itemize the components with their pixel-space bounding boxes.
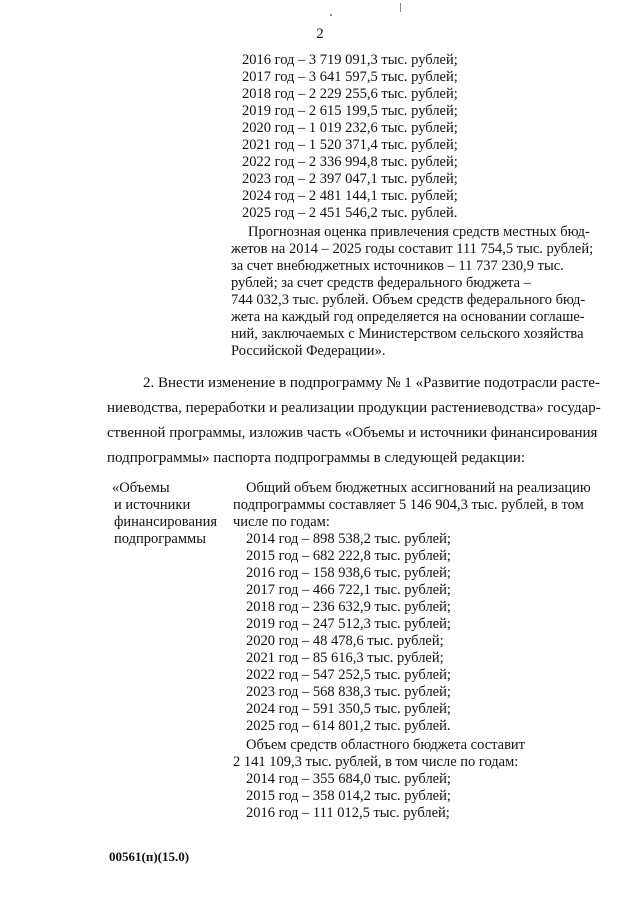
- paragraph-line: ниеводства, переработки и реализации продукции растениеводства» государ-: [107, 400, 601, 416]
- list-item: 2016 год – 111 012,5 тыс. рублей;: [246, 805, 450, 821]
- paragraph-line: за счет внебюджетных источников – 11 737 230,9 тыс.: [231, 258, 564, 274]
- scan-mark: [330, 14, 332, 16]
- paragraph-line: ний, заключаемых с Министерством сельского хозяйства: [231, 326, 584, 342]
- label-line: финансирования: [114, 514, 218, 530]
- list-item: 2019 год – 247 512,3 тыс. рублей;: [246, 616, 451, 632]
- list-item: 2018 год – 2 229 255,6 тыс. рублей;: [242, 86, 458, 102]
- paragraph-line: рублей; за счет средств федерального бюджета –: [231, 275, 531, 291]
- paragraph-line: 2 141 109,3 тыс. рублей, в том числе по годам:: [233, 754, 519, 770]
- list-item: 2023 год – 568 838,3 тыс. рублей;: [246, 684, 451, 700]
- list-item: 2021 год – 1 520 371,4 тыс. рублей;: [242, 137, 458, 153]
- paragraph-line: ственной программы, изложив часть «Объемы и источники финансирования: [107, 425, 598, 441]
- list-item: 2022 год – 547 252,5 тыс. рублей;: [246, 667, 451, 683]
- list-item: 2020 год – 48 478,6 тыс. рублей;: [246, 633, 444, 649]
- list-item: 2024 год – 2 481 144,1 тыс. рублей;: [242, 188, 458, 204]
- list-item: 2019 год – 2 615 199,5 тыс. рублей;: [242, 103, 458, 119]
- list-item: 2024 год – 591 350,5 тыс. рублей;: [246, 701, 451, 717]
- paragraph-line: жетов на 2014 – 2025 годы составит 111 754,5 тыс. рублей;: [231, 241, 594, 257]
- list-item: 2025 год – 2 451 546,2 тыс. рублей.: [242, 205, 458, 221]
- scan-mark: [400, 3, 401, 12]
- list-item: 2025 год – 614 801,2 тыс. рублей.: [246, 718, 451, 734]
- paragraph-line: Объем средств областного бюджета составит: [246, 737, 526, 753]
- list-item: 2020 год – 1 019 232,6 тыс. рублей;: [242, 120, 458, 136]
- label-line: подпрограммы: [114, 531, 206, 547]
- paragraph-line: Прогнозная оценка привлечения средств местных бюд-: [248, 224, 590, 240]
- paragraph-line: подпрограммы» паспорта подпрограммы в следующей редакции:: [107, 450, 526, 466]
- paragraph-line: числе по годам:: [233, 514, 330, 530]
- paragraph-line: Общий объем бюджетных ассигнований на реализацию: [246, 480, 591, 496]
- list-item: 2016 год – 158 938,6 тыс. рублей;: [246, 565, 451, 581]
- list-item: 2014 год – 355 684,0 тыс. рублей;: [246, 771, 451, 787]
- list-item: 2022 год – 2 336 994,8 тыс. рублей;: [242, 154, 458, 170]
- list-item: 2021 год – 85 616,3 тыс. рублей;: [246, 650, 444, 666]
- list-item: 2017 год – 3 641 597,5 тыс. рублей;: [242, 69, 458, 85]
- paragraph-line: жета на каждый год определяется на основании соглаше-: [231, 309, 585, 325]
- list-item: 2023 год – 2 397 047,1 тыс. рублей;: [242, 171, 458, 187]
- document-code: 00561(п)(15.0): [109, 849, 190, 864]
- paragraph-line: Российской Федерации».: [231, 343, 386, 359]
- paragraph-line: 744 032,3 тыс. рублей. Объем средств федерального бюд-: [231, 292, 586, 308]
- list-item: 2018 год – 236 632,9 тыс. рублей;: [246, 599, 451, 615]
- list-item: 2015 год – 682 222,8 тыс. рублей;: [246, 548, 451, 564]
- paragraph-line: 2. Внести изменение в подпрограмму № 1 «Развитие подотрасли расте-: [143, 375, 600, 391]
- list-item: 2017 год – 466 722,1 тыс. рублей;: [246, 582, 451, 598]
- label-line: «Объемы: [112, 480, 170, 496]
- label-line: и источники: [114, 497, 191, 513]
- list-item: 2016 год – 3 719 091,3 тыс. рублей;: [242, 52, 458, 68]
- list-item: 2015 год – 358 014,2 тыс. рублей;: [246, 788, 451, 804]
- page-number: 2: [316, 26, 324, 42]
- paragraph-line: подпрограммы составляет 5 146 904,3 тыс. рублей, в том: [233, 497, 584, 513]
- list-item: 2014 год – 898 538,2 тыс. рублей;: [246, 531, 451, 547]
